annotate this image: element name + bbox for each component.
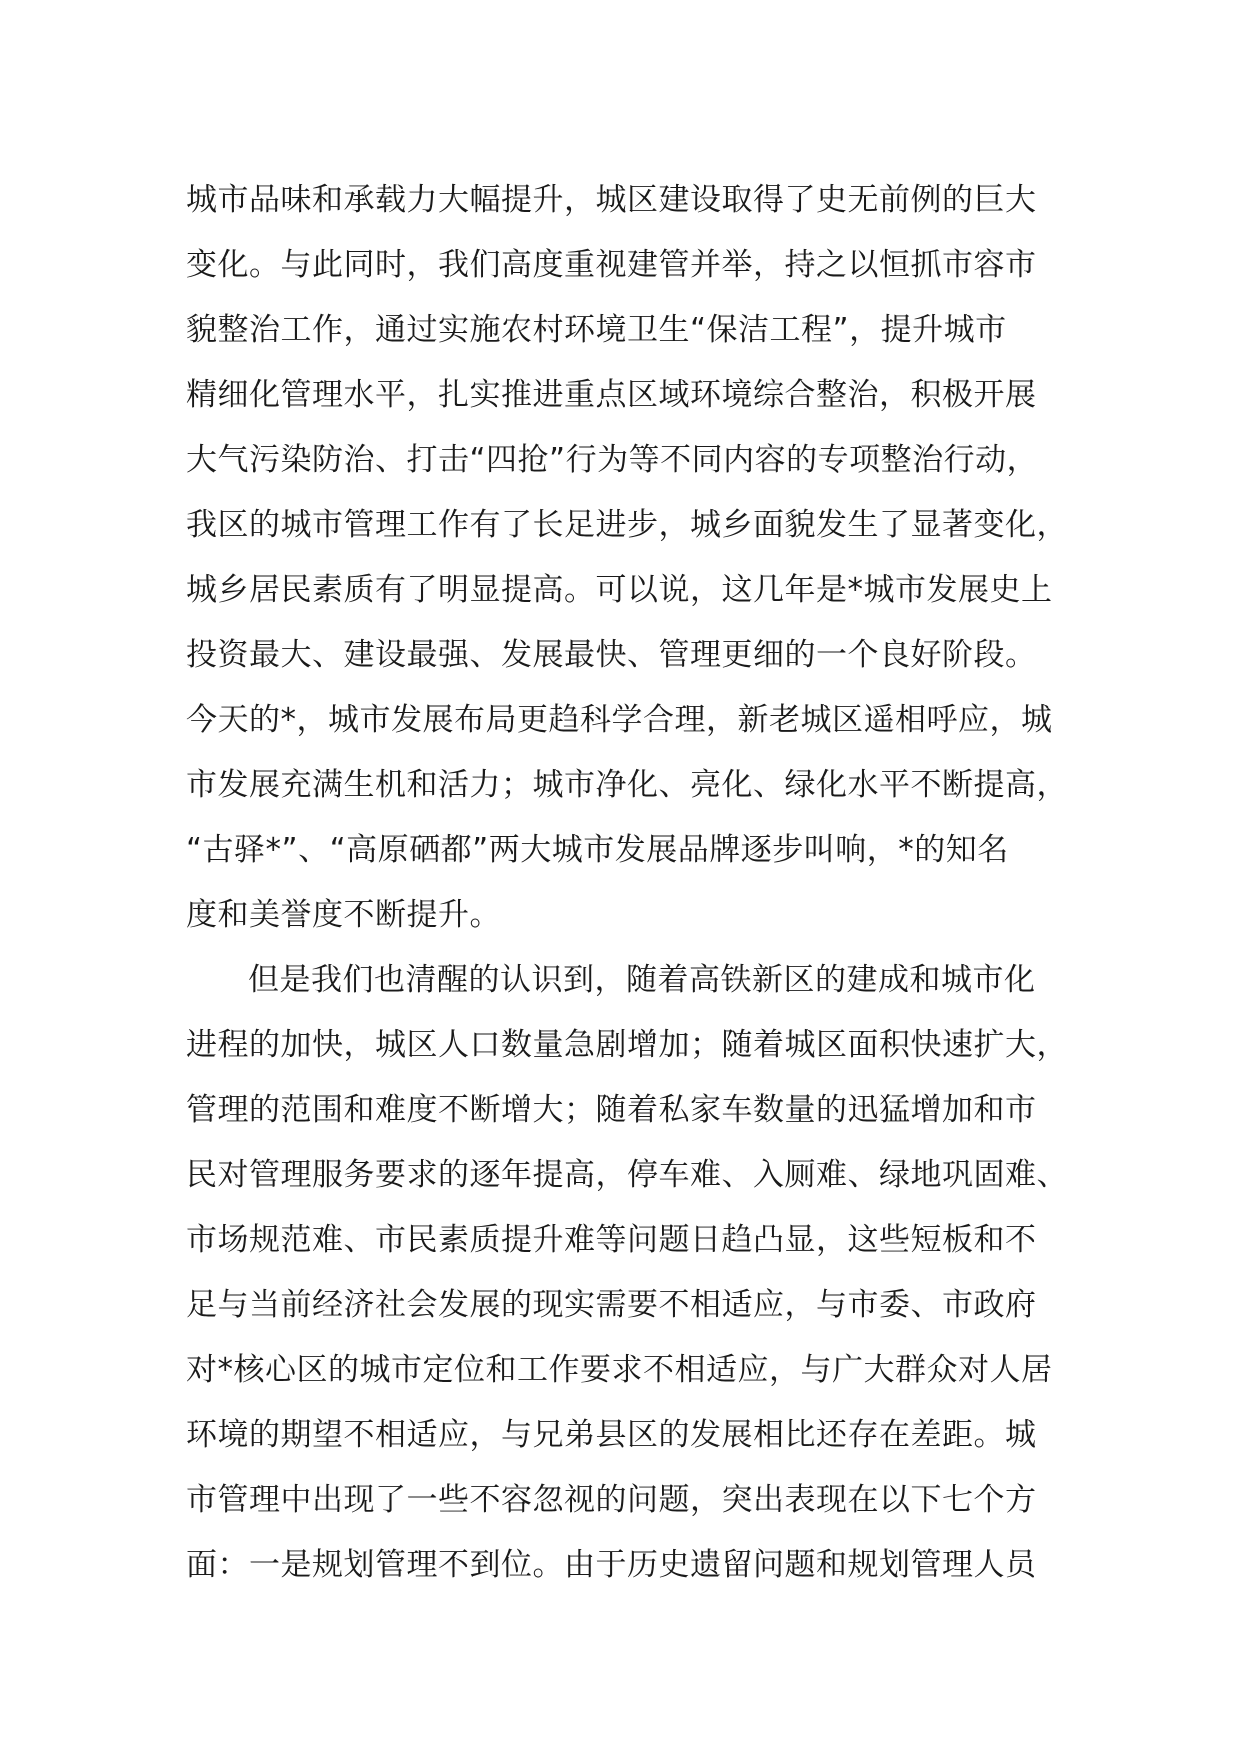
text-line: 市发展充满生机和活力；城市净化、亮化、绿化水平不断提高， xyxy=(186,767,1068,803)
text-line-first-indented: 但是我们也清醒的认识到，随着高铁新区的建成和城市化 xyxy=(248,962,1036,998)
text-line: 今天的*，城市发展布局更趋科学合理，新老城区遥相呼应，城 xyxy=(186,702,1053,738)
text-line: 市管理中出现了一些不容忽视的问题，突出表现在以下七个方 xyxy=(186,1482,1037,1518)
body-text xyxy=(186,168,1086,1598)
text-line: 城市品味和承载力大幅提升，城区建设取得了史无前例的巨大 xyxy=(186,182,1037,218)
paragraph-1 xyxy=(186,168,1086,948)
text-line: 市场规范难、市民素质提升难等问题日趋凸显，这些短板和不 xyxy=(186,1222,1037,1258)
text-line: 精细化管理水平，扎实推进重点区域环境综合整治，积极开展 xyxy=(186,377,1037,413)
text-line: 环境的期望不相适应，与兄弟县区的发展相比还存在差距。城 xyxy=(186,1417,1037,1453)
text-line: 城乡居民素质有了明显提高。可以说，这几年是*城市发展史上 xyxy=(186,572,1053,608)
text-line: 大气污染防治、打击“四抢”行为等不同内容的专项整治行动， xyxy=(186,442,1039,478)
text-line: 管理的范围和难度不断增大；随着私家车数量的迅猛增加和市 xyxy=(186,1092,1037,1128)
text-line: 投资最大、建设最强、发展最快、管理更细的一个良好阶段。 xyxy=(186,637,1037,673)
text-line: “古驿*”、“高原硒都”两大城市发展品牌逐步叫响，*的知名 xyxy=(186,832,1009,868)
text-line: 对*核心区的城市定位和工作要求不相适应，与广大群众对人居 xyxy=(186,1352,1053,1388)
text-line: 度和美誉度不断提升。 xyxy=(186,897,501,933)
text-line: 我区的城市管理工作有了长足进步，城乡面貌发生了显著变化， xyxy=(186,507,1068,543)
paragraph-2 xyxy=(186,948,1086,1598)
text-line: 面：一是规划管理不到位。由于历史遗留问题和规划管理人员 xyxy=(186,1547,1037,1583)
text-line: 变化。与此同时，我们高度重视建管并举，持之以恒抓市容市 xyxy=(186,247,1037,283)
text-line: 进程的加快，城区人口数量急剧增加；随着城区面积快速扩大， xyxy=(186,1027,1068,1063)
text-line: 貌整治工作，通过实施农村环境卫生“保洁工程”，提升城市 xyxy=(186,312,1007,348)
text-line: 民对管理服务要求的逐年提高，停车难、入厕难、绿地巩固难、 xyxy=(186,1157,1068,1193)
text-line: 足与当前经济社会发展的现实需要不相适应，与市委、市政府 xyxy=(186,1287,1037,1323)
